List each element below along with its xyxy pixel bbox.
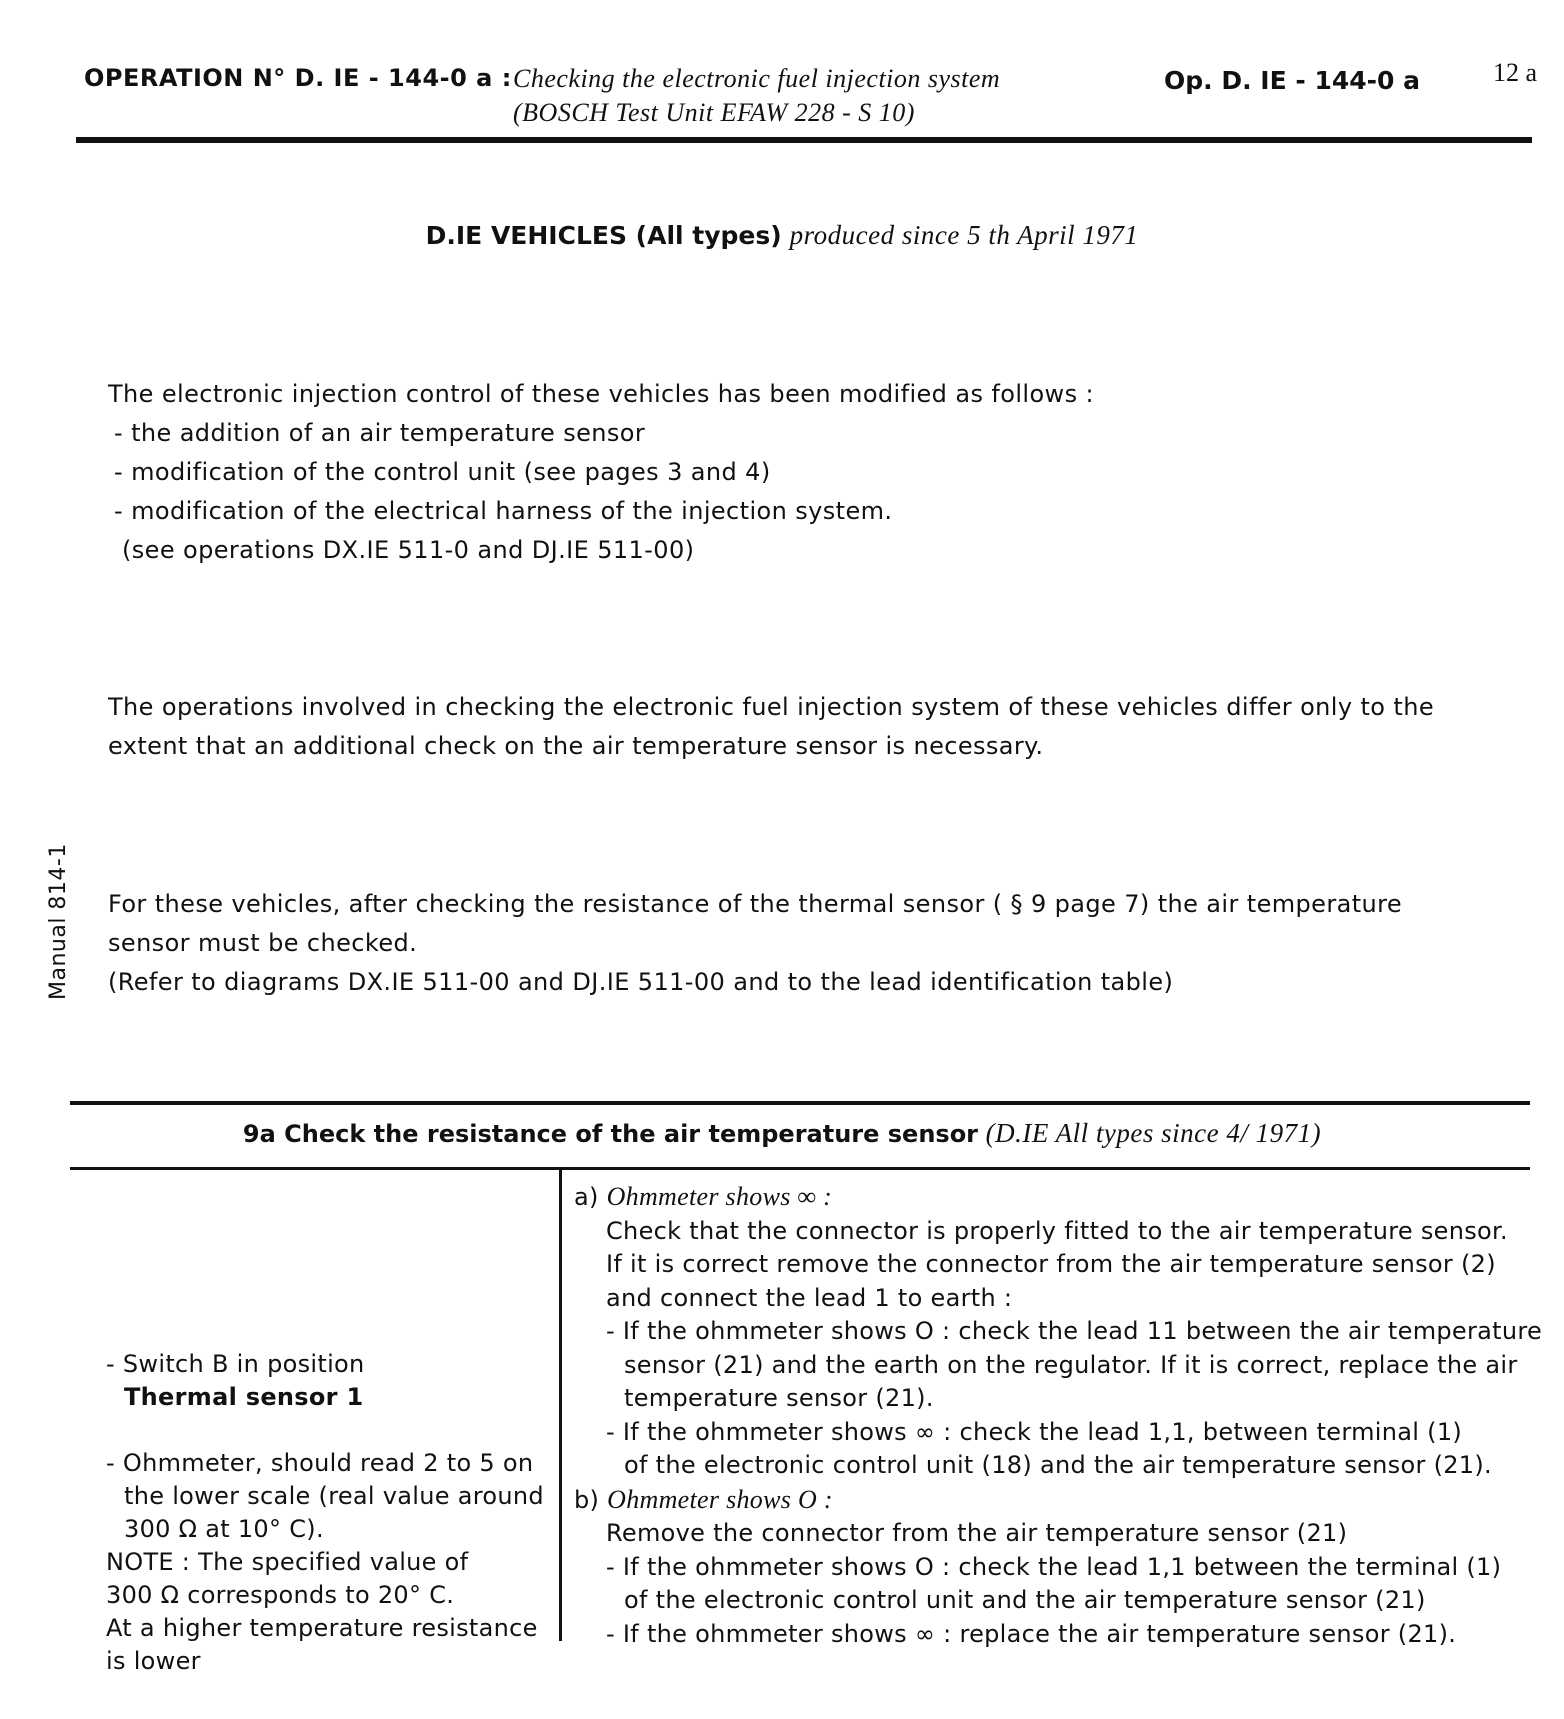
operations-paragraph [108, 688, 1434, 766]
operation-title-line1: Checking the electronic fuel injection system [513, 64, 1001, 93]
section-rule-bottom [70, 1167, 1530, 1170]
header-rule [76, 137, 1532, 143]
operations-line: The operations involved in checking the electronic fuel injection system of these vehicles differ only to the [108, 693, 1435, 721]
operation-title [513, 62, 1000, 130]
operations-line: extent that an additional check on the air temperature sensor is necessary. [108, 732, 1044, 760]
section-title [0, 1118, 1564, 1149]
operation-label: OPERATION N° D. IE - 144-0 a : [84, 64, 512, 92]
ohmmeter-line: - Ohmmeter, should read 2 to 5 on [106, 1449, 534, 1477]
column-divider [559, 1169, 562, 1641]
case-a-label: a) [574, 1183, 599, 1211]
case-b-line: - If the ohmmeter shows ∞ : replace the air temperature sensor (21). [606, 1619, 1457, 1648]
case-b-heading [574, 1483, 1542, 1518]
vehicles-heading-italic: produced since 5 th April 1971 [789, 220, 1139, 250]
switch-line: - Switch B in position [106, 1350, 365, 1378]
case-b-line: - If the ohmmeter shows O : check the lead 1,1 between the terminal (1) [606, 1552, 1502, 1581]
left-column [106, 1348, 544, 1678]
case-b-title: Ohmmeter shows O : [607, 1484, 833, 1514]
spacer [106, 1414, 544, 1447]
vehicles-heading [0, 220, 1564, 251]
intro-line: - modification of the electrical harness of the injection system. [114, 497, 893, 525]
right-column [574, 1180, 1542, 1651]
case-a-line: and connect the lead 1 to earth : [606, 1283, 1013, 1312]
note-line: 300 Ω corresponds to 20° C. [106, 1581, 455, 1609]
case-a-line: of the electronic control unit (18) and the air temperature sensor (21). [624, 1451, 1492, 1479]
intro-line: (see operations DX.IE 511-0 and DJ.IE 511-00) [122, 536, 695, 564]
these-vehicles-paragraph [108, 885, 1402, 1002]
operation-title-line2: (BOSCH Test Unit EFAW 228 - S 10) [513, 98, 915, 127]
section-title-italic: (D.IE All types since 4/ 1971) [985, 1118, 1322, 1148]
case-a-line: - If the ohmmeter shows ∞ : check the lead 1,1, between terminal (1) [606, 1417, 1463, 1446]
case-b-label: b) [574, 1485, 600, 1514]
case-a-line: temperature sensor (21). [624, 1384, 934, 1412]
intro-paragraph [108, 375, 1094, 570]
vehicles-heading-bold: D.IE VEHICLES (All types) [425, 221, 782, 250]
page-number: 12 a [1493, 58, 1538, 87]
case-a-line: If it is correct remove the connector from the air temperature sensor (2) [606, 1250, 1496, 1278]
section-title-bold: 9a Check the resistance of the air temperature sensor [242, 1120, 979, 1148]
intro-line: - modification of the control unit (see pages 3 and 4) [114, 458, 771, 486]
case-a-title: Ohmmeter shows ∞ : [606, 1182, 833, 1211]
these-vehicles-line: For these vehicles, after checking the resistance of the thermal sensor ( § 9 page 7) the air temperature [108, 890, 1403, 918]
manual-side-label: Manual 814-1 [46, 843, 71, 1000]
ohmmeter-line: 300 Ω at 10° C). [124, 1515, 324, 1543]
note-line: NOTE : The specified value of [106, 1548, 469, 1576]
ohmmeter-line: the lower scale (real value around [124, 1482, 544, 1510]
intro-line: The electronic injection control of these vehicles has been modified as follows : [108, 380, 1094, 408]
case-a-line: - If the ohmmeter shows O : check the lead 11 between the air temperature [606, 1317, 1543, 1345]
operation-code: Op. D. IE - 144-0 a [1164, 66, 1420, 95]
these-vehicles-line: sensor must be checked. [108, 929, 418, 957]
case-a-line: Check that the connector is properly fitted to the air temperature sensor. [606, 1216, 1508, 1245]
intro-line: - the addition of an air temperature sensor [114, 419, 646, 447]
switch-position: Thermal sensor 1 [124, 1383, 364, 1411]
case-b-line: of the electronic control unit and the air temperature sensor (21) [624, 1586, 1426, 1614]
section-rule-top [70, 1101, 1530, 1105]
case-b-line: Remove the connector from the air temperature sensor (21) [606, 1519, 1348, 1547]
these-vehicles-line: (Refer to diagrams DX.IE 511-00 and DJ.IE 511-00 and to the lead identification table) [108, 968, 1174, 996]
note-line: is lower [106, 1647, 201, 1675]
note-line: At a higher temperature resistance [106, 1614, 538, 1642]
case-a-heading [574, 1180, 1542, 1215]
case-a-line: sensor (21) and the earth on the regulator. If it is correct, replace the air [624, 1350, 1518, 1379]
